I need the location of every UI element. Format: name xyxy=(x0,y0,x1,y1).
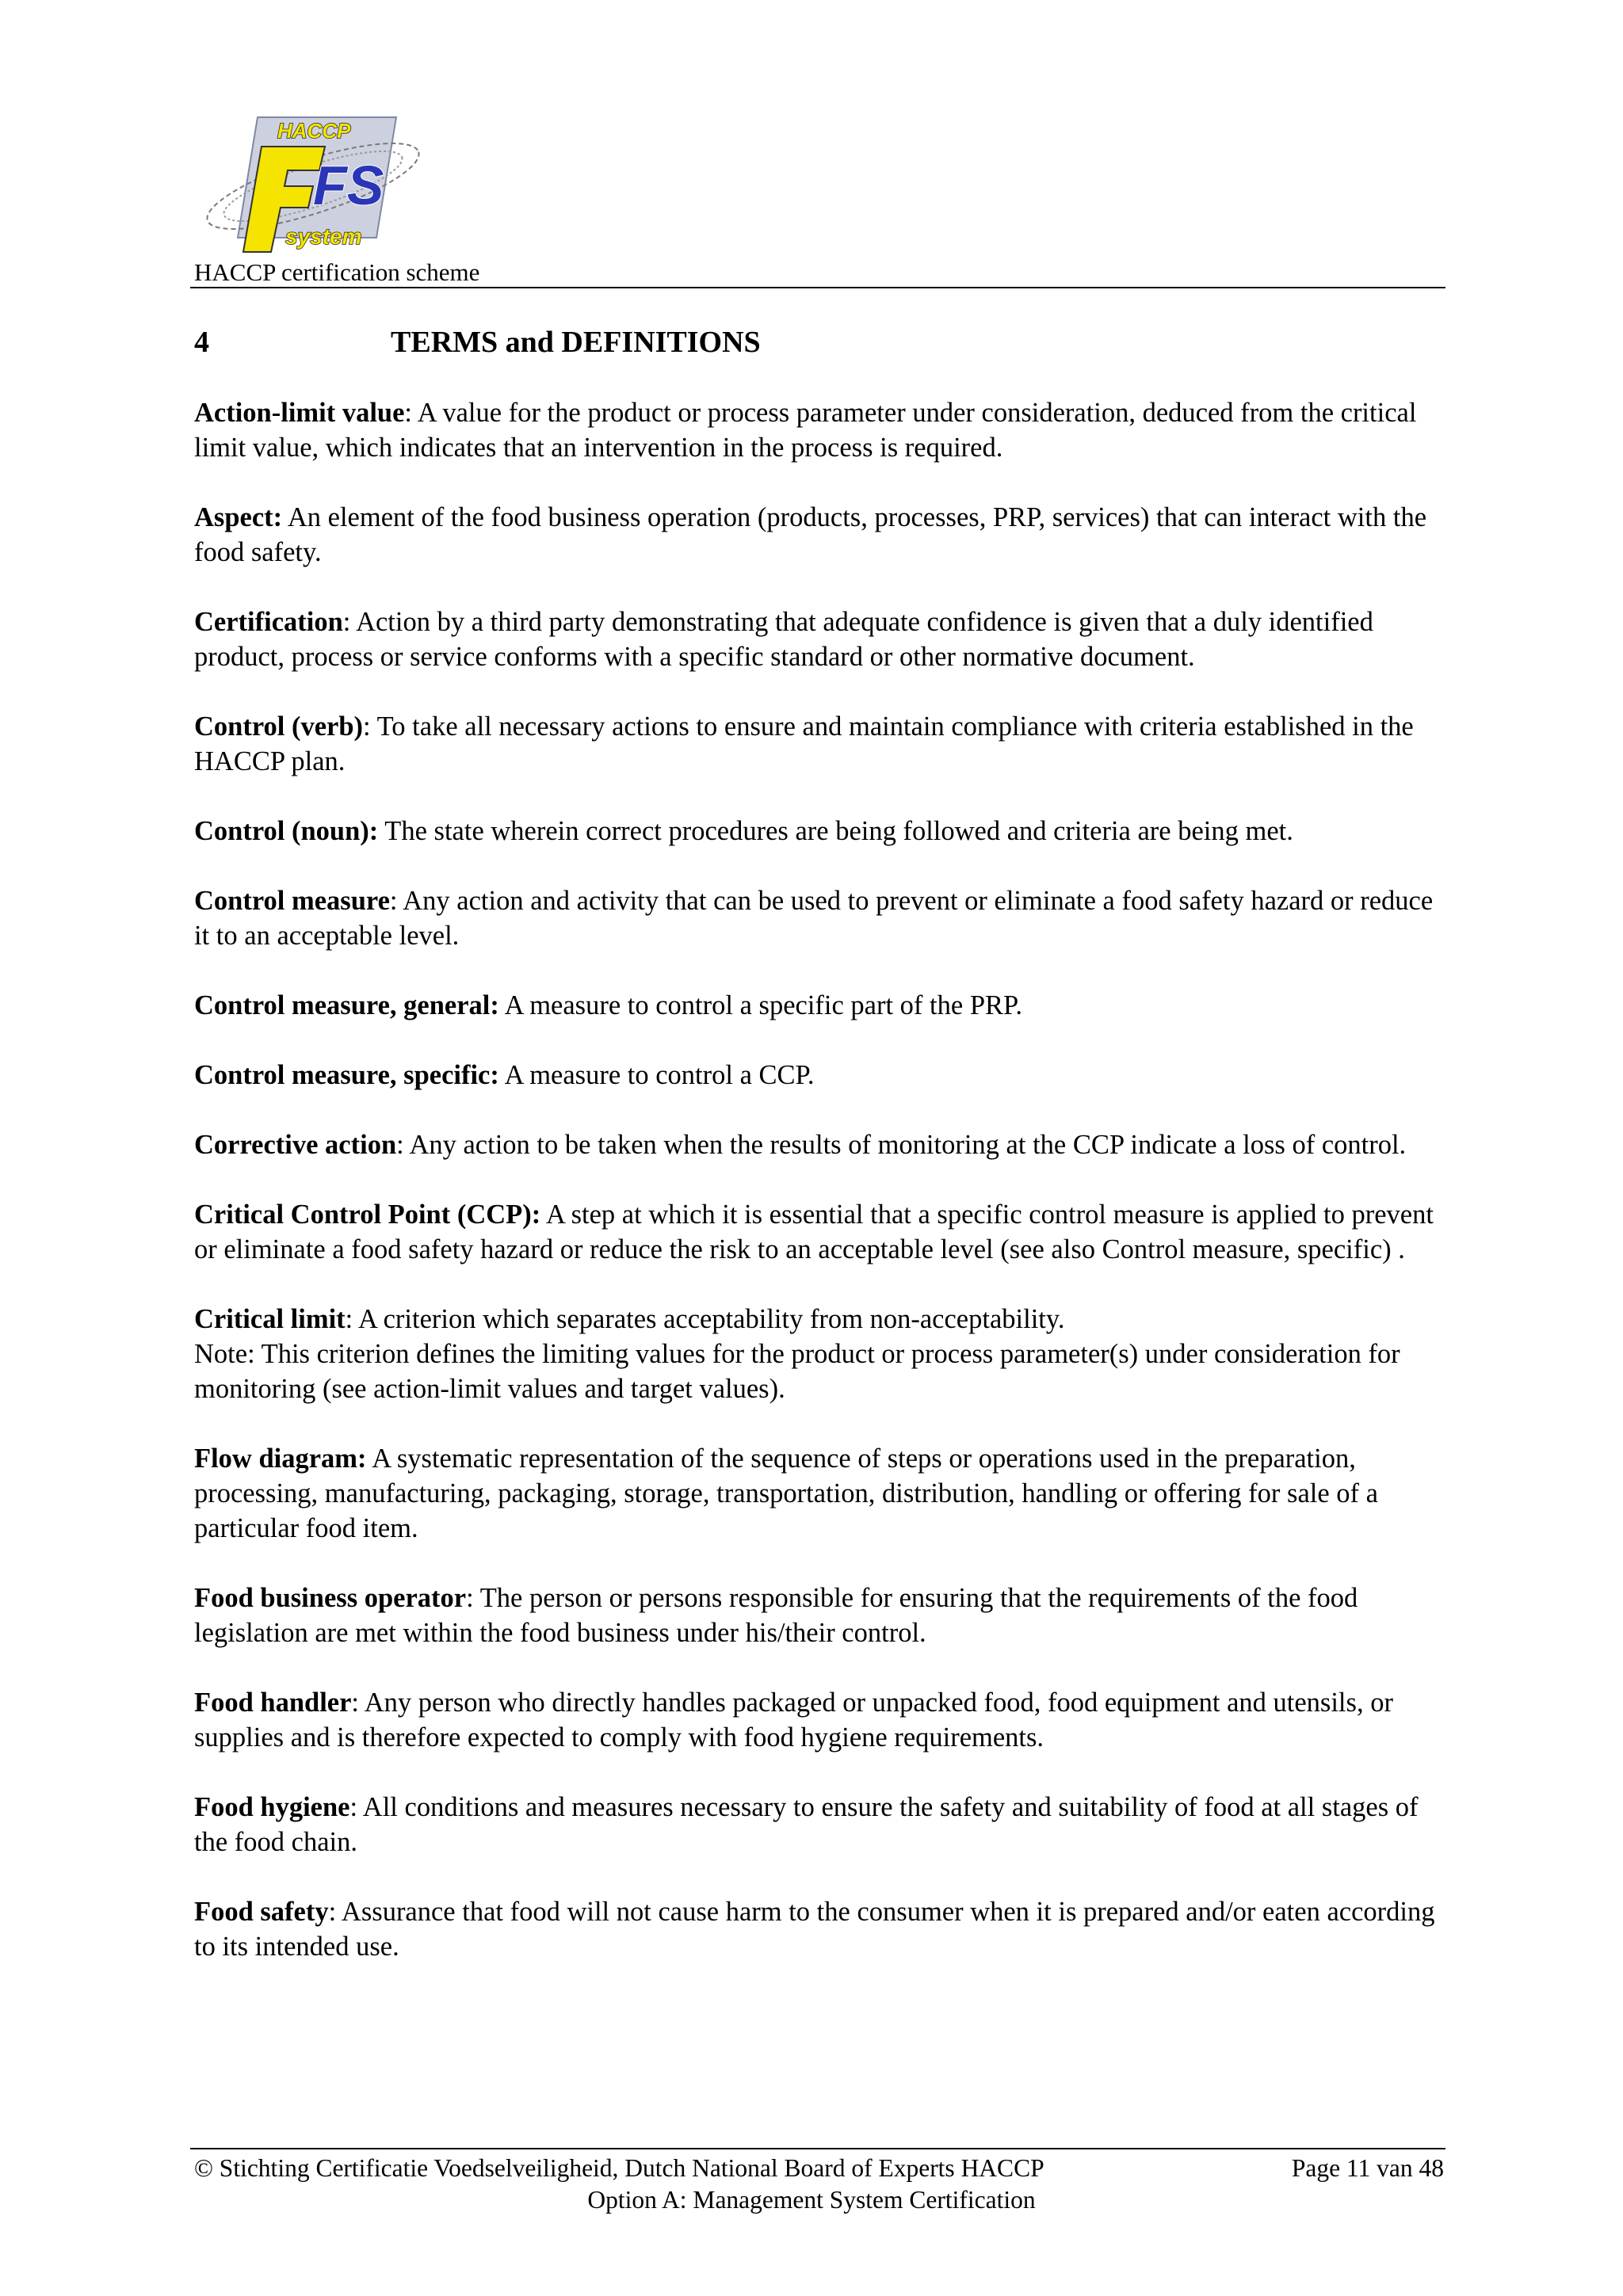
footer-copyright: © Stichting Certificatie Voedselveiligheid, Dutch National Board of Experts HACCP xyxy=(194,2154,1044,2182)
logo-text-top: HACCP xyxy=(277,119,351,143)
footer-divider xyxy=(190,2148,1445,2149)
term-definition: All conditions and measures necessary to ensure the safety and suitability of food at all stages of the food chain. xyxy=(194,1792,1419,1857)
header-title: HACCP certification scheme xyxy=(194,258,480,286)
definition-item xyxy=(194,1441,1450,1546)
definition-item xyxy=(194,709,1450,779)
logo-text-bottom: system xyxy=(285,224,362,249)
term-separator: : xyxy=(363,711,371,742)
term-name: Aspect: xyxy=(194,502,283,532)
term-name: Control (noun): xyxy=(194,816,379,846)
term-name: Critical Control Point (CCP): xyxy=(194,1199,541,1230)
definitions-list xyxy=(194,395,1450,1999)
definition-item xyxy=(194,1058,1450,1093)
page-number: Page 11 van 48 xyxy=(1291,2154,1444,2182)
term-name: Action-limit value xyxy=(194,398,405,428)
term-definition: An element of the food business operation (products, processes, PRP, services) that can interact with the food safety. xyxy=(194,502,1427,567)
definition-item xyxy=(194,1127,1450,1162)
definition-item xyxy=(194,883,1450,953)
term-definition: Any action to be taken when the results of monitoring at the CCP indicate a loss of control. xyxy=(403,1130,1407,1160)
term-separator: : xyxy=(345,1304,353,1334)
term-name: Critical limit xyxy=(194,1304,346,1334)
term-name: Food handler xyxy=(194,1688,352,1718)
term-name: Food hygiene xyxy=(194,1792,350,1822)
term-name: Control measure xyxy=(194,886,390,916)
definition-item xyxy=(194,1685,1450,1755)
term-separator: : xyxy=(349,1792,358,1822)
term-definition: Any action and activity that can be used to prevent or eliminate a food safety hazard or reduce it to an acceptable level. xyxy=(194,886,1434,951)
definition-item xyxy=(194,395,1450,465)
term-definition: Action by a third party demonstrating that adequate confidence is given that a duly identified product, process or service conforms with a specific standard or other normative document. xyxy=(194,607,1373,672)
definition-item xyxy=(194,500,1450,570)
term-definition: The person or persons responsible for ensuring that the requirements of the food legislation are met within the food business under his/their control. xyxy=(194,1583,1358,1648)
term-name: Control (verb) xyxy=(194,711,364,742)
section-title: TERMS and DEFINITIONS xyxy=(391,326,761,359)
term-definition: The state wherein correct procedures are being followed and criteria are being met. xyxy=(378,816,1293,846)
term-name: Certification xyxy=(194,607,343,637)
term-separator: : xyxy=(396,1130,404,1160)
term-definition: A value for the product or process parameter under consideration, deduced from the critical limit value, which indicates that an intervention in the process is required. xyxy=(194,398,1417,463)
definition-item xyxy=(194,1302,1450,1406)
term-definition: Assurance that food will not cause harm to the consumer when it is prepared and/or eaten according to its intended use. xyxy=(194,1897,1435,1962)
header-divider xyxy=(190,287,1445,288)
term-definition: A step at which it is essential that a specific control measure is applied to prevent or eliminate a food safety hazard or reduce the risk to an acceptable level (see also Control measure, specific) . xyxy=(194,1199,1434,1264)
definition-item xyxy=(194,1197,1450,1267)
definition-item xyxy=(194,814,1450,849)
term-separator: : xyxy=(342,607,351,637)
haccp-fs-system-logo xyxy=(194,111,424,257)
term-separator: : xyxy=(328,1897,337,1927)
term-separator: : xyxy=(351,1688,360,1718)
footer-subtitle: Option A: Management System Certification xyxy=(587,2186,1036,2214)
logo-text-mid: FS xyxy=(313,154,384,216)
term-name: Flow diagram: xyxy=(194,1444,367,1474)
section-heading xyxy=(194,325,761,360)
definition-item xyxy=(194,605,1450,674)
definition-item xyxy=(194,1894,1450,1964)
term-name: Control measure, general: xyxy=(194,990,499,1020)
term-definition: A criterion which separates acceptability from non-acceptability. xyxy=(353,1304,1065,1334)
term-separator: : xyxy=(466,1583,474,1613)
term-name: Control measure, specific: xyxy=(194,1060,499,1090)
term-name: Corrective action xyxy=(194,1130,397,1160)
term-note: Note: This criterion defines the limiting values for the product or process parameter(s) under consideration for monitoring (see action-limit values and target values). xyxy=(194,1339,1400,1404)
definition-item xyxy=(194,988,1450,1023)
term-name: Food business operator xyxy=(194,1583,467,1613)
section-number: 4 xyxy=(194,326,209,359)
term-definition: Any person who directly handles packaged or unpacked food, food equipment and utensils, or supplies and is therefore expected to comply with food hygiene requirements. xyxy=(194,1688,1393,1753)
term-definition: A systematic representation of the sequence of steps or operations used in the preparation, processing, manufacturing, packaging, storage, transportation, distribution, handling or offering for sale of a particular food item. xyxy=(194,1444,1378,1543)
definition-item xyxy=(194,1790,1450,1859)
term-name: Food safety xyxy=(194,1897,329,1927)
term-definition: To take all necessary actions to ensure and maintain compliance with criteria established in the HACCP plan. xyxy=(194,711,1414,776)
definition-item xyxy=(194,1581,1450,1650)
term-definition: A measure to control a CCP. xyxy=(498,1060,815,1090)
term-separator: : xyxy=(389,886,398,916)
term-definition: A measure to control a specific part of the PRP. xyxy=(498,990,1023,1020)
term-separator: : xyxy=(404,398,413,428)
